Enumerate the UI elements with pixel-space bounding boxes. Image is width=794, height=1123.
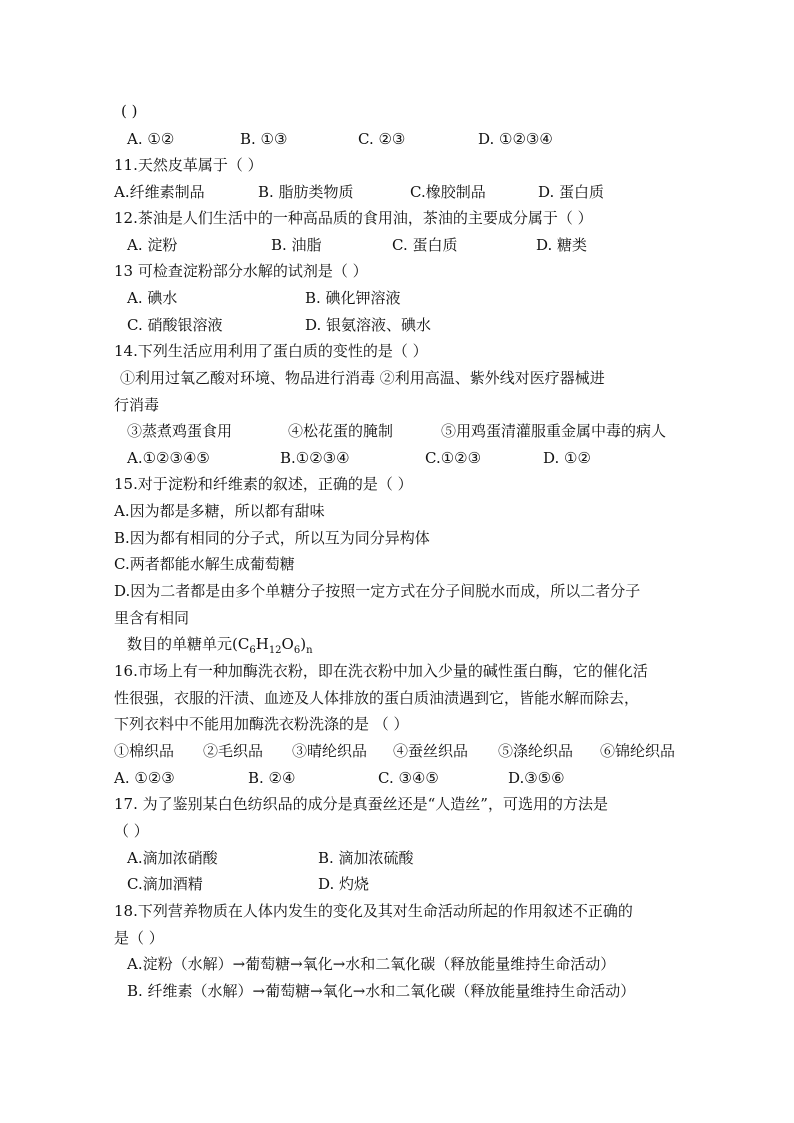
subscript-n: n [306,645,313,656]
item-1: ①棉织品 [114,742,175,760]
subscript: 6 [293,645,301,656]
option-b: B. 油脂 [271,236,322,254]
option-c: C. ③④⑤ [378,769,439,787]
question-14-items-line2: 行消毒 [114,396,160,414]
question-16-stem-line1: 16.市场上有一种加酶洗衣粉，即在洗衣粉中加入少量的碱性蛋白酶，它的催化活 [114,662,648,680]
question-17-stem: 17. 为了鉴别某白色纺织品的成分是真蚕丝还是“人造丝”，可选用的方法是 [114,795,608,813]
question-18-stem-line1: 18.下列营养物质在人体内发生的变化及其对生命活动所起的作用叙述不正确的 [114,902,633,920]
option-c: C. ②③ [358,130,406,148]
answer-blank: ( ) [121,102,138,120]
option-d: D. 糖类 [536,236,588,254]
question-16-stem-line2: 性很强，衣服的汗渍、血迹及人体排放的蛋白质油渍遇到它，皆能水解而除去， [114,689,640,707]
item-6: ⑥锦纶织品 [600,742,676,760]
question-12-stem: 12.茶油是人们生活中的一种高品质的食用油，茶油的主要成分属于（ ） [114,209,593,227]
option-b: B.①②③④ [280,449,350,467]
subscript: 12 [268,645,282,656]
option-c: C.①②③ [425,449,482,467]
answer-blank: （ ） [114,822,149,840]
item-2: ②毛织品 [203,742,264,760]
option-a: A. ①②③ [114,769,175,787]
item-3: ③晴纶织品 [292,742,368,760]
formula-close: ) [300,635,307,653]
option-c: C. 蛋白质 [392,236,458,254]
question-14-stem: 14.下列生活应用利用了蛋白质的变性的是（ ） [114,342,428,360]
question-18-stem-line2: 是（ ） [114,929,164,947]
question-13-stem: 13 可检查淀粉部分水解的试剂是（ ） [114,262,368,280]
option-b: B. ②④ [248,769,296,787]
option-a: A. 碘水 [127,289,178,307]
option-c: C.滴加酒精 [127,875,203,893]
item-3: ③蒸煮鸡蛋食用 [127,422,233,440]
option-d: D. 灼烧 [318,875,370,893]
option-c: C.两者都能水解生成葡萄糖 [114,555,295,573]
option-a: A.滴加浓硝酸 [127,849,218,867]
formula-h: H [255,635,269,653]
option-b: B. 纤维素（水解）→葡萄糖→氧化→水和二氧化碳（释放能量维持生命活动） [127,982,636,1000]
item-4: ④松花蛋的腌制 [288,422,394,440]
option-a: A.①②③④⑤ [127,449,210,467]
question-15-stem: 15.对于淀粉和纤维素的叙述，正确的是（ ） [114,475,413,493]
formula-text: 数目的单糖单元(C [127,635,250,653]
option-a: A.因为都是多糖，所以都有甜味 [114,502,325,520]
option-c: C.橡胶制品 [410,183,486,201]
option-b: B. 脂肪类物质 [258,183,354,201]
option-d-line1: D.因为二者都是由多个单糖分子按照一定方式在分子间脱水而成，所以二者分子 [114,582,641,600]
option-c: C. 硝酸银溶液 [127,316,223,334]
option-b: B.因为都有相同的分子式，所以互为同分异构体 [114,529,430,547]
question-14-items-line1: ①利用过氧乙酸对环境、物品进行消毒 ②利用高温、紫外线对医疗器械进 [120,369,605,387]
option-d: D.③⑤⑥ [508,769,565,787]
item-4: ④蚕丝织品 [393,742,469,760]
option-a: A.纤维素制品 [114,183,205,201]
option-d: D. 蛋白质 [538,183,605,201]
option-a: A. 淀粉 [127,236,178,254]
option-d-line2: 里含有相同 [114,609,190,627]
question-16-stem-line3: 下列衣料中不能用加酶洗衣粉洗涤的是 （ ） [114,715,409,733]
subscript: 6 [249,645,256,656]
option-a: A. ①② [127,130,175,148]
option-d: D. ①②③④ [478,130,553,148]
formula-o: O [281,635,294,653]
option-a: A.淀粉（水解）→葡萄糖→氧化→水和二氧化碳（释放能量维持生命活动） [127,955,616,973]
option-b: B. 碘化钾溶液 [305,289,401,307]
option-b: B. 滴加浓硫酸 [318,849,414,867]
option-d: D. ①② [543,449,591,467]
option-b: B. ①③ [240,130,288,148]
item-5: ⑤用鸡蛋清灌服重金属中毒的病人 [441,422,667,440]
option-d-line3 [127,634,313,654]
item-5: ⑤涤纶织品 [498,742,574,760]
question-11-stem: 11.天然皮革属于（ ） [114,156,263,174]
option-d: D. 银氨溶液、碘水 [305,316,432,334]
